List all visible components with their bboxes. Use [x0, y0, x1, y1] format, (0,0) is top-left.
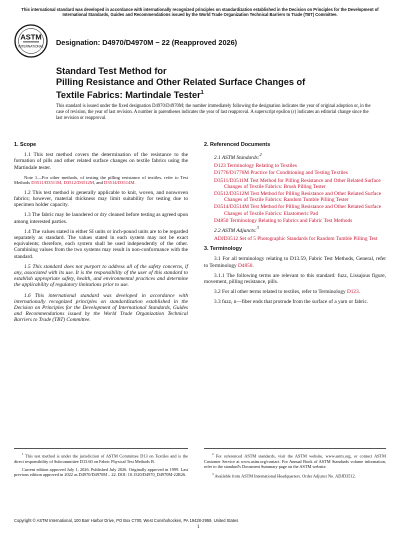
footnote-mark: 3 — [212, 471, 214, 476]
footnote-text: Available from ASTM International Headquarters. Order Adjunct No. ADJD3512. — [214, 473, 356, 479]
reference-code-link[interactable]: D123 — [214, 163, 226, 170]
designation: Designation: D4970/D4970M − 22 (Reapproved 2026) — [56, 38, 238, 47]
reference-code-link[interactable]: D3512/D3512M — [214, 190, 250, 197]
footnote-mark: 2 — [212, 452, 214, 456]
paragraph-1-6: 1.6 This international standard was developed in accordance with internationally recognized principles on standardization established in the Decision on Principles for the Development of International Standards, Guides and Recommendations issued by the World Trade Organization Technical Barriers to Trade (TBT) Committee. — [14, 292, 188, 324]
ref-link-d3512[interactable]: D3512/D3512M — [63, 180, 94, 186]
reference-item — [214, 204, 386, 216]
footnotes-right — [204, 448, 386, 481]
paragraph-1-3: 1.3 The fabric may be laundered or dry cleaned before testing as agreed upon among interested parties. — [14, 212, 188, 225]
footnote-text: This test method is under the jurisdiction of ASTM Committee D13 on Textiles and is the direct responsibility of Subcommittee D13.60 on Fabric Physical Test Methods B. — [14, 453, 188, 464]
reference-code-link[interactable]: D1776/D1776M — [214, 170, 250, 177]
copyright-line: Copyright © ASTM International, 100 Barr Harbor Drive, PO Box C700, West Conshohocken, PA 19428-2959. United States — [14, 518, 239, 523]
paragraph-1-4: 1.4 The values stated in either SI units or inch-pound units are to be regarded separately as standard. The values stated in each system may not be exact equivalents; therefore, each system shall be used independently of the other. Combining values from the two systems may result in non-conformance with the standard. — [14, 228, 188, 260]
title-line-3-text: Textile Fabrics: Martindale Tester — [56, 90, 201, 101]
ref-link-d123[interactable]: D123 — [346, 289, 359, 296]
footnote — [204, 452, 386, 469]
reference-code-link[interactable]: ADJD3512 — [214, 235, 239, 242]
svg-text:ASTM: ASTM — [20, 32, 42, 42]
adjuncts-list — [204, 236, 386, 242]
paragraph-3-1 — [204, 256, 386, 268]
reference-item — [214, 191, 386, 203]
footnote — [204, 472, 386, 479]
footnote — [14, 452, 188, 464]
astm-adjuncts-label: 2.2 ASTM Adjuncts: — [214, 227, 257, 234]
footnote-text: Current edition approved July 1, 2026. Published July 2026. Originally approved in 1999. Last previous edition approved in 2022 as D4970/D4970M – 22. DOI: 10.1520/D4970_D4970M-22R26. — [14, 466, 188, 477]
reference-title[interactable]: Test Method for Pilling Resistance and Other Related Surface Changes of Textile Fabrics: Elastomeric Pad — [224, 204, 382, 217]
page-number: 1 — [197, 525, 200, 530]
note-1-start: Note 1—For other methods, of testing the pilling resistance of textiles, refer to Test Methods — [14, 174, 188, 186]
title-footnote-mark: 1 — [200, 90, 204, 96]
paragraph-3-1-end: . — [252, 262, 254, 269]
footnote — [14, 467, 188, 477]
note-1-end: . — [134, 180, 136, 186]
paragraph-1-5: 1.5 This standard does not purport to address all of the safety concerns, if any, associated with its use. It is the responsibility of the user of this standard to establish appropriate safety, health, and environmental practices and determine the applicability of regulatory limitations prior to use. — [14, 263, 188, 289]
reference-code-link[interactable]: D3511/D3511M — [214, 177, 249, 184]
reference-code-link[interactable]: D4850 — [214, 217, 229, 224]
paragraph-3-2-text: 3.2 For all other terms related to textiles, refer to Terminology — [214, 289, 346, 296]
document-header — [14, 24, 386, 60]
footnote-mark: 1 — [22, 452, 24, 456]
footnotes-left — [14, 448, 188, 480]
section-1-heading: 1. Scope — [14, 142, 37, 148]
astm-standards-heading — [214, 152, 386, 161]
paragraph-1-1: 1.1 This test method covers the determination of the resistance to the formation of pills and other related surface changes on textile fabrics using the Martindale tester. — [14, 152, 188, 171]
title-line-1: Standard Test Method for — [56, 66, 167, 76]
note-1-and: , and — [93, 180, 103, 186]
document-title — [56, 66, 356, 101]
title-line-2: Pilling Resistance and Other Related Surface Changes of — [56, 77, 306, 87]
ref-link-d3514[interactable]: D3514/D3514M — [104, 180, 135, 186]
reference-item — [214, 218, 386, 224]
astm-standards-label: 2.1 ASTM Standards: — [214, 154, 260, 161]
paragraph-3-3: 3.3 fuzz, n—fiber ends that protrude from the surface of a yarn or fabric. — [214, 299, 369, 306]
ref-link-d3511[interactable]: D3511/D3511M — [31, 180, 62, 186]
reference-title[interactable]: Test Method for Pilling Resistance and Other Related Surface Changes of Textile Fabrics: Random Tumble Pilling Tester — [224, 190, 382, 204]
reference-code-link[interactable]: D3514/D3514M — [214, 204, 250, 211]
astm-logo-icon — [14, 24, 48, 58]
section-3-heading: 3. Terminology — [204, 246, 242, 253]
astm-adjuncts-heading — [214, 225, 386, 234]
left-column — [14, 142, 188, 328]
title-line-3 — [56, 88, 356, 101]
note-1: Note 1—For other methods, of testing the pilling resistance of textiles, refer to Test Methods D3511/D3511M, D3512/D3512M, and D3514/D3514M. — [14, 174, 188, 186]
referenced-standards-list — [204, 163, 386, 224]
paragraph-3-1-text: 3.1 For all terminology relating to D13.59, Fabric Test Methods, General, refer to Terminology — [204, 256, 386, 269]
reference-item — [214, 170, 386, 176]
astm-adjuncts-footnote-mark: 3 — [256, 225, 259, 230]
paragraph-3-2 — [204, 289, 386, 295]
paragraph-3-2-end: . — [358, 289, 361, 296]
paragraph-3-1-1: 3.1.1 The following terms are relevant to this standard: fuzz, Lissajous figure, movement, pilling resistance, pills. — [204, 272, 386, 285]
designation-note: This standard is issued under the fixed designation D4970/D4970M; the number immediately following the designation indicates the year of original adoption or, in the case of revision, the year of last revision. A number in parentheses indicates the year of last reapproval. A superscript epsilon (ε) indicates an editorial change since the last revision or reapproval. — [56, 104, 371, 121]
reference-title[interactable]: Test Method for Pilling Resistance and Other Related Surface Changes of Textile Fabrics: Brush Pilling Tester — [224, 177, 381, 190]
section-2-heading: 2. Referenced Documents — [204, 142, 271, 148]
footnote-text: For referenced ASTM standards, visit the ASTM website, www.astm.org, or contact ASTM Customer Service at www.astm.org/contact. For Annual Book of ASTM Standards volume information, refer to the standard's Document Summary page on the ASTM website. — [204, 453, 387, 469]
international-standard-notice: This international standard was developed in accordance with internationally recognized principles on standardization established in the Decision on Principles for the Development of International Standards, Guides and Recommendations issued by the World Trade Organization Technical Barriers to Trade (TBT) Committee. — [21, 7, 379, 18]
astm-standards-footnote-mark: 2 — [259, 152, 262, 158]
reference-item — [214, 236, 386, 242]
right-column — [204, 142, 386, 310]
ref-link-d4850[interactable]: D4850 — [237, 262, 253, 269]
paragraph-1-2: 1.2 This test method is generally applicable to knit, woven, and nonwoven fabrics; however, material thickness may limit suitability for testing due to specimen holder capacity. — [14, 189, 188, 209]
reference-title[interactable]: Terminology Relating to Textiles — [227, 163, 297, 170]
reference-item — [214, 163, 386, 169]
reference-item — [214, 178, 386, 190]
reference-title[interactable]: Set of 5 Photographic Standards for Random Tumble Pilling Test — [239, 235, 378, 242]
reference-title[interactable]: Practice for Conditioning and Testing Textiles — [250, 170, 348, 177]
svg-text:INTERNATIONAL: INTERNATIONAL — [18, 44, 44, 49]
reference-title[interactable]: Terminology Relating to Fabrics and Fabric Test Methods — [229, 217, 353, 224]
